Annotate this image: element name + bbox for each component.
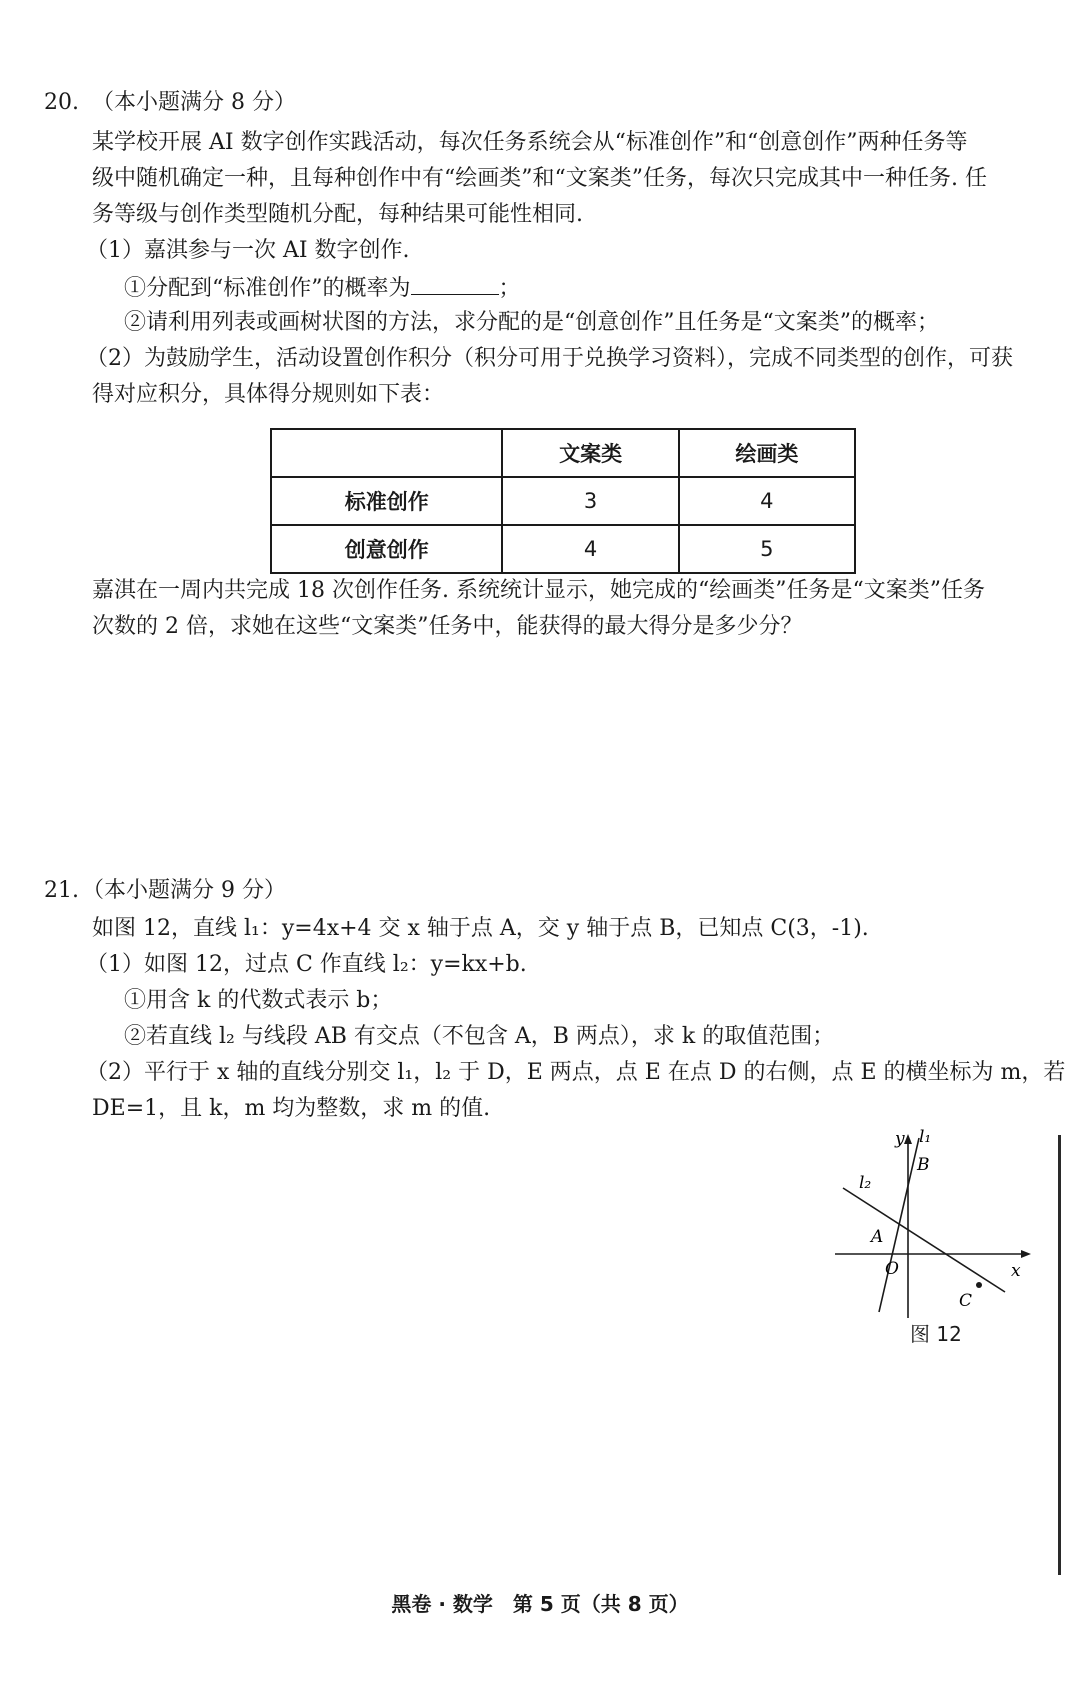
- q20-points: （本小题满分 8 分）: [92, 90, 296, 115]
- margin-rule: [1058, 1135, 1061, 1575]
- q20-intro-line1: 某学校开展 AI 数字创作实践活动，每次任务系统会从“标准创作”和“创意创作”两种任务等: [92, 130, 968, 155]
- line-l1: [879, 1138, 919, 1312]
- table-cell: 3: [502, 477, 678, 525]
- q21-part2-line1: （2）平行于 x 轴的直线分别交 l₁，l₂ 于 D，E 两点，点 E 在点 D 的右侧，点 E 的横坐标为 m，若: [86, 1060, 1066, 1085]
- q20-part1-a-text: ①分配到“标准创作”的概率为: [124, 276, 411, 301]
- table-cell: 4: [679, 477, 855, 525]
- label-a: A: [871, 1227, 884, 1247]
- q21-part1-b: ②若直线 l₂ 与线段 AB 有交点（不包含 A，B 两点），求 k 的取值范围；: [124, 1024, 835, 1049]
- table-header-wenan: 文案类: [502, 429, 678, 477]
- table-cell: 4: [502, 525, 678, 573]
- table-row-label: 创意创作: [271, 525, 502, 573]
- table-row: [271, 477, 855, 525]
- q20-part1-b: ②请利用列表或画树状图的方法，求分配的是“创意创作”且任务是“文案类”的概率；: [124, 310, 939, 335]
- q20-intro-line3: 务等级与创作类型随机分配，每种结果可能性相同.: [92, 202, 583, 227]
- label-y: y: [895, 1129, 905, 1149]
- q20-part1: （1）嘉淇参与一次 AI 数字创作.: [86, 238, 410, 263]
- line-l2: [843, 1188, 1005, 1292]
- figure-caption: 图 12: [910, 1322, 962, 1346]
- label-l1: l₁: [919, 1128, 932, 1147]
- q21-part1-a: ①用含 k 的代数式表示 b；: [124, 988, 393, 1013]
- answer-blank: [411, 272, 499, 295]
- table-corner-cell: [271, 429, 502, 477]
- figure-12-diagram: [835, 1128, 1045, 1338]
- table-row-label: 标准创作: [271, 477, 502, 525]
- point-c-marker: [976, 1282, 982, 1288]
- page-footer: 黑卷 · 数学 第 5 页（共 8 页）: [391, 1592, 689, 1616]
- q20-question-line2: 次数的 2 倍，求她在这些“文案类”任务中，能获得的最大得分是多少分？: [92, 614, 803, 639]
- label-c: C: [959, 1291, 973, 1311]
- q21-points: （本小题满分 9 分）: [82, 878, 286, 903]
- q20-part2-line1: （2）为鼓励学生，活动设置创作积分（积分可用于兑换学习资料），完成不同类型的创作，可获: [86, 346, 1014, 371]
- label-l2: l₂: [859, 1173, 872, 1193]
- x-axis-arrow: [1021, 1250, 1031, 1258]
- q20-part1-a: [124, 272, 521, 304]
- score-table: [270, 428, 856, 574]
- q20-part2-line2: 得对应积分，具体得分规则如下表：: [92, 382, 445, 407]
- label-x: x: [1011, 1261, 1021, 1281]
- q21-intro: 如图 12，直线 l₁：y=4x+4 交 x 轴于点 A，交 y 轴于点 B，已知点 C(3，-1).: [92, 916, 869, 941]
- q21-part1: （1）如图 12，过点 C 作直线 l₂：y=kx+b.: [86, 952, 527, 977]
- table-header-huihua: 绘画类: [679, 429, 855, 477]
- q20-question-line1: 嘉淇在一周内共完成 18 次创作任务. 系统统计显示，她完成的“绘画类”任务是“文案类”任务: [92, 578, 985, 603]
- q20-number: 20.: [44, 90, 79, 115]
- y-axis-arrow: [904, 1134, 912, 1144]
- q20-part1-a-suffix: ；: [498, 276, 521, 301]
- table-header-row: [271, 429, 855, 477]
- q20-intro-line2: 级中随机确定一种，且每种创作中有“绘画类”和“文案类”任务，每次只完成其中一种任务. 任: [92, 166, 987, 191]
- q21-number: 21.: [44, 878, 79, 903]
- table-cell: 5: [679, 525, 855, 573]
- table-row: [271, 525, 855, 573]
- label-b: B: [917, 1155, 930, 1175]
- label-o: O: [885, 1259, 899, 1279]
- q21-part2-line2: DE=1，且 k，m 均为整数，求 m 的值.: [92, 1096, 491, 1121]
